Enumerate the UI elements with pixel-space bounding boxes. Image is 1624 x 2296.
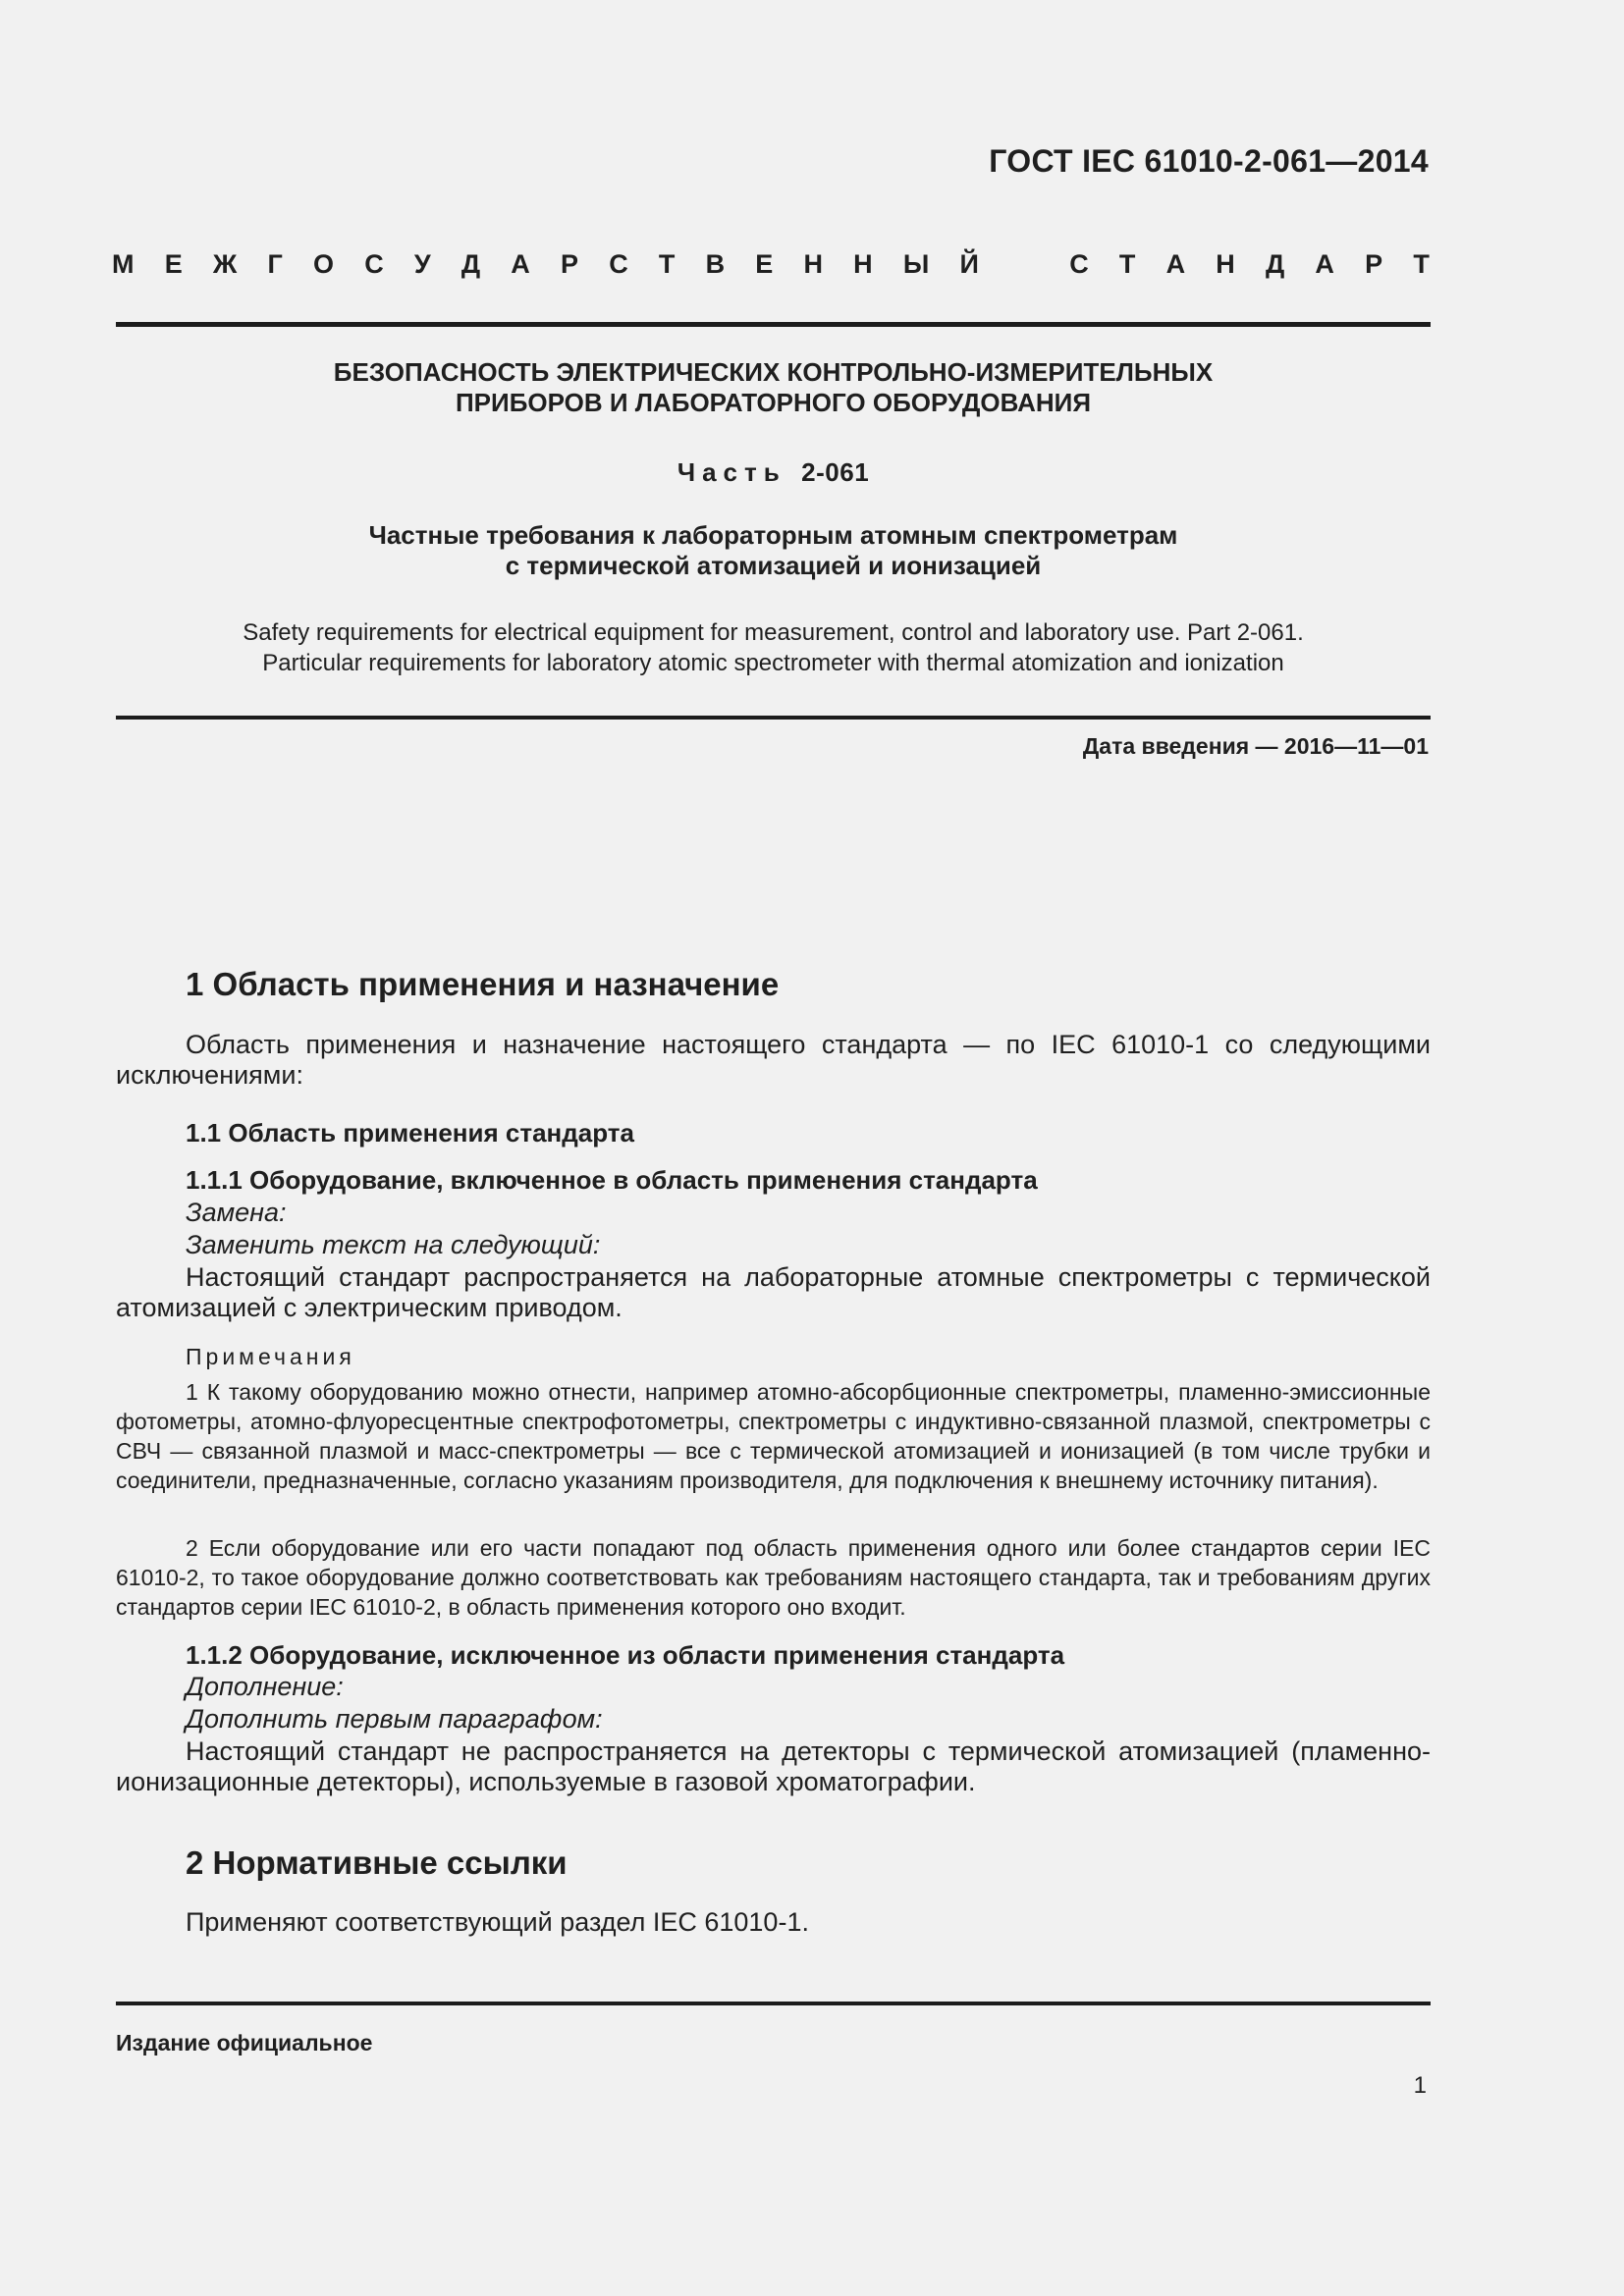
part-title xyxy=(116,520,1431,581)
subsection-1-1-1-heading: 1.1.1 Оборудование, включенное в область применения стандарта xyxy=(186,1165,1038,1195)
standard-title-line-1: БЕЗОПАСНОСТЬ ЭЛЕКТРИЧЕСКИХ КОНТРОЛЬНО-ИЗМЕРИТЕЛЬНЫХ xyxy=(333,357,1214,387)
interstate-letter: Е xyxy=(755,249,774,279)
interstate-letter: Р xyxy=(1365,249,1383,279)
section-1-heading: 1 Область применения и назначение xyxy=(186,966,780,1002)
scope-text: Настоящий стандарт распространяется на лабораторные атомные спектрометры с термической атомизацией с электрическим приводом. xyxy=(116,1262,1431,1322)
note-1: 1 К такому оборудованию можно отнести, например атомно-абсорбционные спектрометры, пламенно-эмиссионные фотометры, атомно-флуоресцентные спектрофотометры, спектрометры с индуктивно-связанной плазмой, спектрометры с СВЧ — связанной плазмой и масс-спектрометры — все с термической атомизацией и ионизацией (в том числе трубки и соединители, предназначенные, согласно указаниям производителя, для подключения к внешнему источнику питания). xyxy=(116,1379,1431,1493)
official-edition-label: Издание официальное xyxy=(116,2030,373,2056)
word-gap xyxy=(1009,249,1039,280)
interstate-letter: У xyxy=(413,249,431,279)
interstate-letter: Д xyxy=(460,249,481,279)
interstate-letter: Ы xyxy=(902,249,930,279)
interstate-letter: А xyxy=(1315,249,1334,279)
standard-title-line-2: ПРИБОРОВ И ЛАБОРАТОРНОГО ОБОРУДОВАНИЯ xyxy=(455,388,1092,417)
interstate-letter: Й xyxy=(959,249,979,279)
interstate-letter: В xyxy=(705,249,726,279)
interstate-letter: А xyxy=(511,249,530,279)
note-2: 2 Если оборудование или его части попадают под область применения одного или более стандартов серии IEC 61010-2, то такое оборудование должно соответствовать как требованиям настоящего стандарта, так и требованиям других стандартов серии IEC 61010-2, в область применения которого оно входит. xyxy=(116,1535,1431,1620)
exclusion-text: Настоящий стандарт не распространяется на детекторы с термической атомизацией (пламенно-ионизационные детекторы), используемые в газовой хроматографии. xyxy=(116,1736,1431,1796)
addition-label: Дополнение: xyxy=(186,1672,344,1701)
part-title-line-1: Частные требования к лабораторным атомным спектрометрам xyxy=(368,520,1178,550)
english-title xyxy=(116,617,1431,678)
introduction-date: Дата введения — 2016—11—01 xyxy=(1082,733,1429,759)
interstate-letter: С xyxy=(609,249,628,279)
interstate-letter: Е xyxy=(164,249,183,279)
interstate-letter: А xyxy=(1165,249,1186,279)
interstate-letter: Н xyxy=(853,249,873,279)
english-title-line-1: Safety requirements for electrical equipment for measurement, control and laboratory use. Part 2-061. xyxy=(243,619,1304,646)
addition-first-label: Дополнить первым параграфом: xyxy=(186,1704,603,1734)
replace-text-label: Заменить текст на следующий: xyxy=(186,1230,601,1259)
interstate-standard-heading xyxy=(112,249,1430,280)
title-divider xyxy=(116,716,1431,720)
document-number: ГОСТ IEC 61010-2-061—2014 xyxy=(989,143,1429,179)
top-divider xyxy=(116,322,1431,327)
interstate-letter: О xyxy=(312,249,334,279)
footer-divider xyxy=(116,2002,1431,2005)
section-1-intro: Область применения и назначение настоящего стандарта — по IEC 61010-1 со следующими исключениями: xyxy=(116,1030,1431,1090)
standard-title xyxy=(116,357,1431,418)
english-title-line-2: Particular requirements for laboratory atomic spectrometer with thermal atomization and ionization xyxy=(262,650,1284,676)
part-title-line-2: с термической атомизацией и ионизацией xyxy=(505,551,1042,580)
notes-heading: Примечания xyxy=(186,1344,355,1369)
interstate-letter: Д xyxy=(1265,249,1285,279)
section-2-heading: 2 Нормативные ссылки xyxy=(186,1844,568,1881)
subsection-1-1-heading: 1.1 Область применения стандарта xyxy=(186,1118,634,1148)
subsection-1-1-2-heading: 1.1.2 Оборудование, исключенное из области применения стандарта xyxy=(186,1640,1065,1670)
interstate-letter: Т xyxy=(1413,249,1430,279)
interstate-letter: Н xyxy=(803,249,823,279)
interstate-letter: Т xyxy=(1118,249,1136,279)
interstate-letter: С xyxy=(364,249,384,279)
section-2-text: Применяют соответствующий раздел IEC 61010-1. xyxy=(186,1907,809,1937)
interstate-letter: С xyxy=(1069,249,1089,279)
part-label xyxy=(116,457,1431,488)
interstate-letter: Р xyxy=(560,249,578,279)
part-number: 2-061 xyxy=(801,457,870,487)
interstate-letter: М xyxy=(112,249,135,279)
interstate-letter: Ж xyxy=(212,249,238,279)
interstate-letter: Н xyxy=(1216,249,1235,279)
interstate-letter: Т xyxy=(658,249,676,279)
interstate-letter: Г xyxy=(267,249,283,279)
page-number: 1 xyxy=(1413,2072,1427,2099)
part-word: Часть xyxy=(677,457,786,487)
replace-label: Замена: xyxy=(186,1198,287,1227)
